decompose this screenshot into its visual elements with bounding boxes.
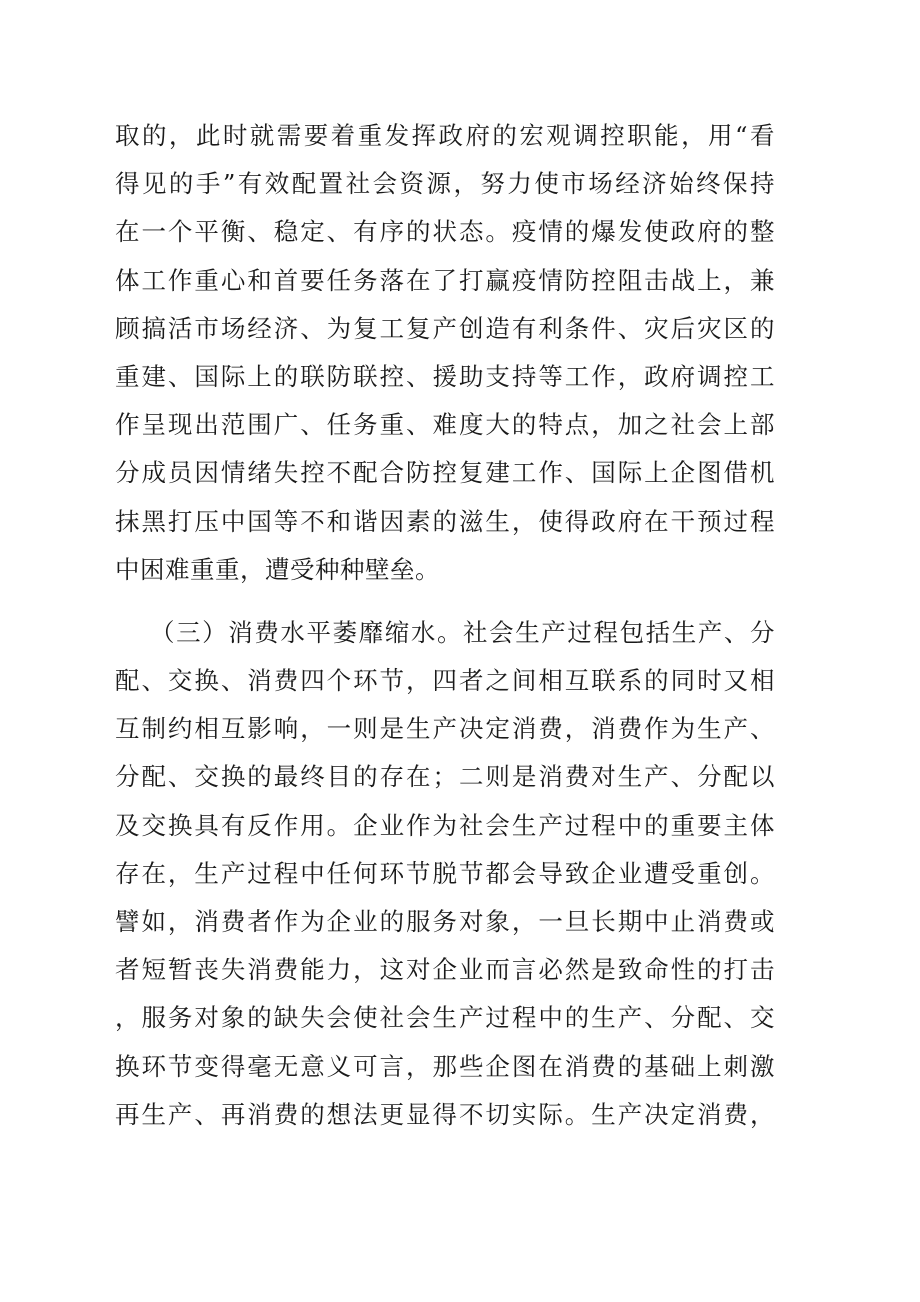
text-line: 譬如，消费者作为企业的服务对象，一旦长期中止消费或: [115, 907, 775, 936]
text-line: （三）消费水平萎靡缩水。社会生产过程包括生产、分: [150, 617, 775, 647]
text-line: 存在，生产过程中任何环节脱节都会导致企业遭受重创。: [115, 858, 775, 888]
text-line: 分成员因情绪失控不配合防控复建工作、国际上企图借机: [115, 458, 775, 488]
text-line: ，服务对象的缺失会使社会生产过程中的生产、分配、交: [115, 1003, 775, 1033]
paragraph-spacer: [115, 594, 775, 609]
text-line: 中困难重重，遭受种种壁垒。: [115, 554, 440, 584]
text-line: 在一个平衡、稳定、有序的状态。疫情的爆发使政府的整: [115, 217, 775, 247]
text-line: 配、交换、消费四个环节，四者之间相互联系的同时又相: [115, 666, 775, 696]
text-line: 再生产、再消费的想法更显得不切实际。生产决定消费，: [115, 1099, 775, 1129]
text-line: 抹黑打压中国等不和谐因素的滋生，使得政府在干预过程: [115, 506, 775, 536]
text-line: 重建、国际上的联防联控、援助支持等工作，政府调控工: [115, 361, 775, 391]
text-line: 作呈现出范围广、任务重、难度大的特点，加之社会上部: [115, 410, 775, 440]
text-line: 分配、交换的最终目的存在；二则是消费对生产、分配以: [115, 762, 775, 792]
text-line: 取的，此时就需要着重发挥政府的宏观调控职能，用“看: [115, 121, 775, 150]
text-line: 及交换具有反作用。企业作为社会生产过程中的重要主体: [115, 810, 775, 840]
text-line: 体工作重心和首要任务落在了打赢疫情防控阻击战上，兼: [115, 265, 775, 295]
text-line: 顾搞活市场经济、为复工复产创造有利条件、灾后灾区的: [115, 313, 775, 343]
text-line: 者短暂丧失消费能力，这对企业而言必然是致命性的打击: [115, 955, 775, 985]
document-body: [115, 112, 775, 1139]
text-line: 互制约相互影响，一则是生产决定消费，消费作为生产、: [115, 714, 775, 744]
paragraph-government-regulation: [115, 112, 775, 594]
text-line: 得见的手”有效配置社会资源，努力使市场经济始终保持: [115, 169, 775, 199]
text-line: 换环节变得毫无意义可言，那些企图在消费的基础上刺激: [115, 1051, 775, 1081]
paragraph-consumption-level: [115, 609, 775, 1139]
